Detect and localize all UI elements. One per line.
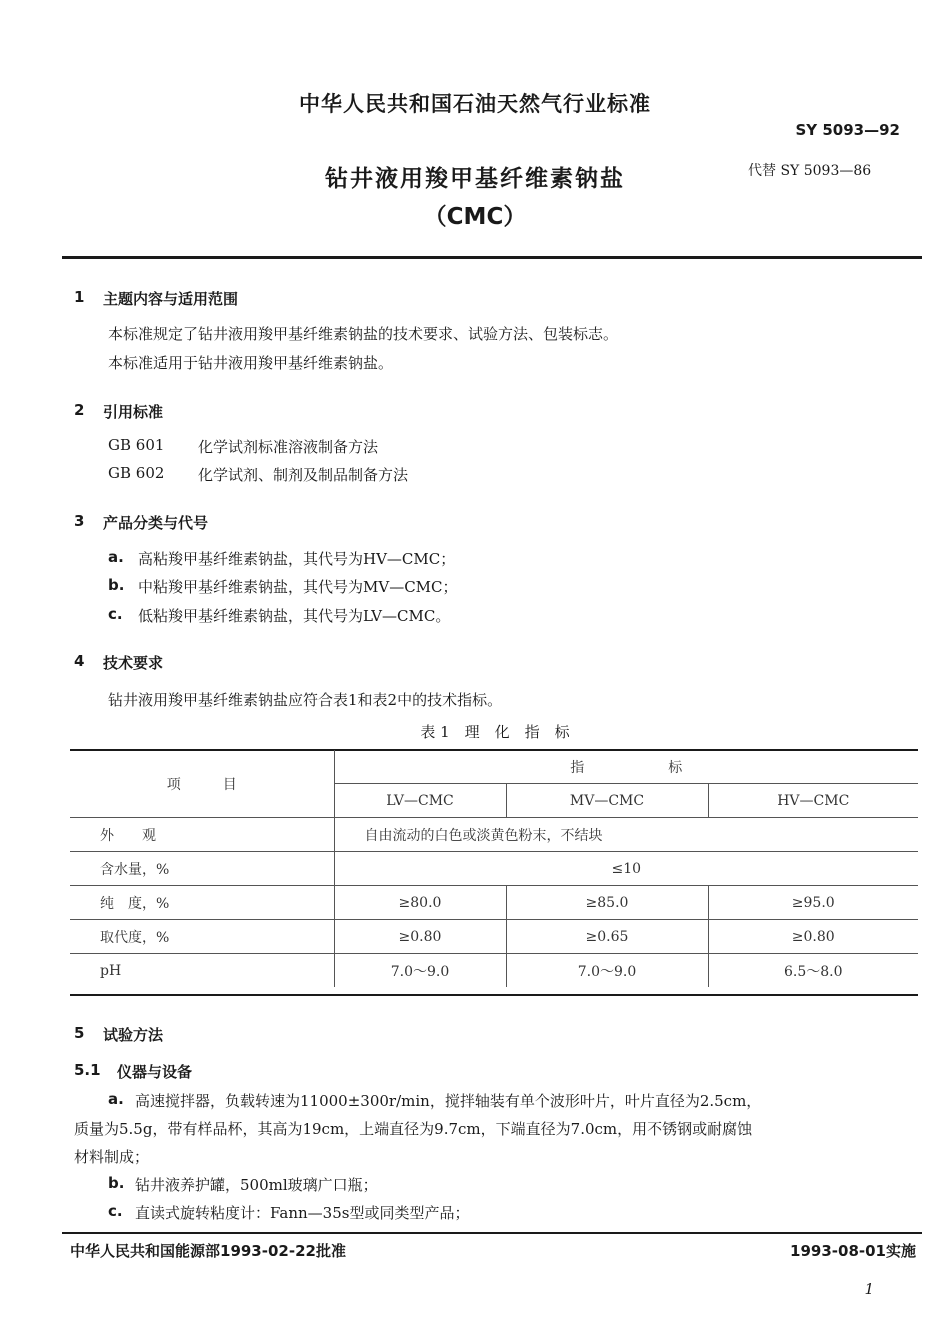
cell-mv: ≥85.0 xyxy=(506,886,708,920)
cell-hv: ≥95.0 xyxy=(708,886,918,920)
cell-mv: 7.0～9.0 xyxy=(506,954,708,988)
table-index-header: 指 标 xyxy=(334,750,918,784)
section-2-number: 2 xyxy=(74,401,85,419)
section-1-paragraph-2: 本标准适用于钻井液用羧甲基纤维素钠盐。 xyxy=(108,354,394,372)
standard-code: SY 5093—92 xyxy=(795,121,900,139)
equipment-c-mark: c. xyxy=(108,1202,123,1220)
subsection-5-1-title: 仪器与设备 xyxy=(117,1063,193,1081)
subsection-5-1-number: 5.1 xyxy=(74,1061,101,1079)
table-row xyxy=(70,954,918,988)
list-item-b-text: 中粘羧甲基纤维素钠盐，其代号为MV—CMC； xyxy=(138,578,458,596)
table-row xyxy=(70,818,918,852)
cell-lv: 7.0～9.0 xyxy=(334,954,506,988)
list-item-c-mark: c. xyxy=(108,605,123,623)
cell-lv: ≥0.80 xyxy=(334,920,506,954)
list-item-a-text: 高粘羧甲基纤维素钠盐，其代号为HV—CMC； xyxy=(138,550,456,568)
row-span-value: 自由流动的白色或淡黄色粉末，不结块 xyxy=(334,818,918,852)
equipment-a-line-1: 高速搅拌器，负载转速为11000±300r/min，搅拌轴装有单个波形叶片，叶片直径为2.5cm， xyxy=(135,1092,762,1110)
table-item-header: 项 目 xyxy=(166,776,237,793)
header-rule xyxy=(62,256,922,259)
row-label: 纯 度，% xyxy=(70,886,334,920)
reference-code-2: GB 602 xyxy=(108,464,165,482)
equipment-a-mark: a. xyxy=(108,1090,124,1108)
list-item-b-mark: b. xyxy=(108,576,125,594)
section-4-paragraph: 钻井液用羧甲基纤维素钠盐应符合表1和表2中的技术指标。 xyxy=(108,691,503,709)
cell-mv: ≥0.65 xyxy=(506,920,708,954)
table-1-caption: 表 1 理 化 指 标 xyxy=(420,723,570,741)
list-item-a-mark: a. xyxy=(108,548,124,566)
page-number: 1 xyxy=(864,1280,874,1298)
section-3-number: 3 xyxy=(74,512,85,530)
section-4-title: 技术要求 xyxy=(103,654,164,672)
table-row xyxy=(70,852,918,886)
approval-date: 中华人民共和国能源部1993-02-22批准 xyxy=(70,1242,346,1260)
footer-rule xyxy=(62,1232,922,1234)
column-header-lv: LV—CMC xyxy=(334,784,506,818)
section-1-paragraph-1: 本标准规定了钻井液用羧甲基纤维素钠盐的技术要求、试验方法、包装标志。 xyxy=(108,325,619,343)
section-4-number: 4 xyxy=(74,652,85,670)
row-label: 外 观 xyxy=(70,818,334,852)
section-5-title: 试验方法 xyxy=(103,1026,164,1044)
section-1-number: 1 xyxy=(74,288,85,306)
section-2-title: 引用标准 xyxy=(103,403,164,421)
section-1-title: 主题内容与适用范围 xyxy=(103,290,239,308)
replaces-standard: 代替 SY 5093—86 xyxy=(748,163,872,179)
cell-hv: 6.5～8.0 xyxy=(708,954,918,988)
table-header-row xyxy=(70,750,918,784)
column-header-hv: HV—CMC xyxy=(708,784,918,818)
table-row xyxy=(70,886,918,920)
reference-code-1: GB 601 xyxy=(108,436,165,454)
cell-lv: ≥80.0 xyxy=(334,886,506,920)
implementation-date: 1993-08-01实施 xyxy=(790,1242,916,1260)
table-bottom-rule xyxy=(70,994,918,996)
equipment-c-text: 直读式旋转粘度计：Fann—35s型或同类型产品； xyxy=(135,1204,470,1222)
section-5-number: 5 xyxy=(74,1024,85,1042)
table-row xyxy=(70,920,918,954)
org-title: 中华人民共和国石油天然气行业标准 xyxy=(299,92,651,116)
row-label: 含水量，% xyxy=(70,852,334,886)
document-subtitle: （CMC） xyxy=(423,204,527,230)
row-label: 取代度，% xyxy=(70,920,334,954)
equipment-a-line-3: 材料制成； xyxy=(74,1148,150,1166)
section-3-title: 产品分类与代号 xyxy=(103,514,209,532)
cell-hv: ≥0.80 xyxy=(708,920,918,954)
row-span-value: ≤10 xyxy=(334,852,918,886)
column-header-mv: MV—CMC xyxy=(506,784,708,818)
reference-name-2: 化学试剂、制剂及制品制备方法 xyxy=(198,466,409,484)
equipment-b-text: 钻井液养护罐，500ml玻璃广口瓶； xyxy=(135,1176,378,1194)
table-1 xyxy=(70,750,918,987)
equipment-b-mark: b. xyxy=(108,1174,125,1192)
reference-name-1: 化学试剂标准溶液制备方法 xyxy=(198,438,379,456)
row-label: pH xyxy=(70,954,334,988)
equipment-a-line-2: 质量为5.5g，带有样品杯，其高为19cm，上端直径为9.7cm，下端直径为7.0cm，用不锈钢或耐腐蚀 xyxy=(74,1120,753,1138)
list-item-c-text: 低粘羧甲基纤维素钠盐，其代号为LV—CMC。 xyxy=(138,607,451,625)
document-title: 钻井液用羧甲基纤维素钠盐 xyxy=(325,166,625,192)
